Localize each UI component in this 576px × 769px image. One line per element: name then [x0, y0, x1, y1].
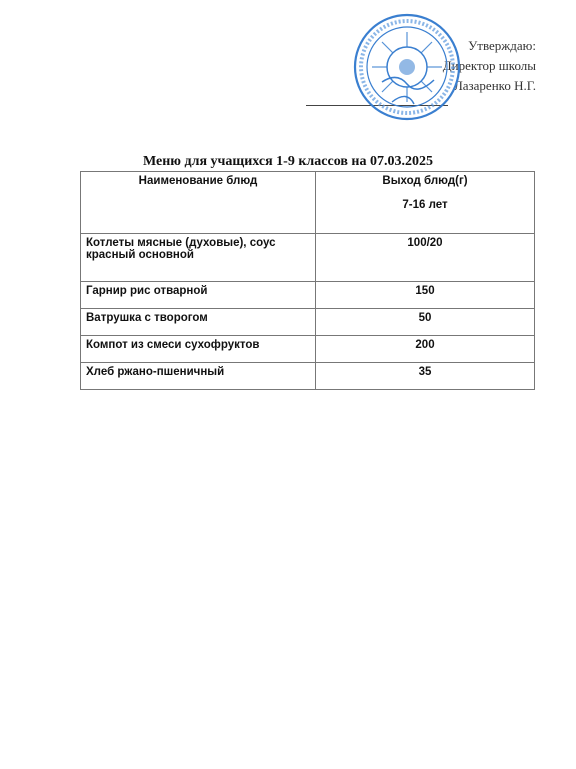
table-row	[81, 234, 535, 282]
dish-output: 100/20	[316, 234, 535, 282]
dish-name: Котлеты мясные (духовые), соус красный основной	[81, 234, 316, 282]
dish-output: 150	[316, 282, 535, 309]
table-header-row	[81, 172, 535, 234]
dish-name: Компот из смеси сухофруктов	[81, 336, 316, 363]
director-position: Директор школы	[442, 58, 536, 73]
official-seal-icon	[352, 12, 462, 122]
dish-output: 35	[316, 363, 535, 390]
table-row	[81, 309, 535, 336]
page-title: Меню для учащихся 1-9 классов на 07.03.2025	[143, 154, 433, 169]
header-age-range: 7-16 лет	[402, 199, 448, 211]
dish-name: Гарнир рис отварной	[81, 282, 316, 309]
table-row	[81, 363, 535, 390]
header-output	[316, 172, 535, 234]
approve-label: Утверждаю:	[468, 38, 536, 53]
table-row	[81, 282, 535, 309]
director-name: Лазаренко Н.Г.	[453, 78, 536, 93]
header-output-label: Выход блюд(г)	[382, 175, 468, 187]
dish-name: Ватрушка с творогом	[81, 309, 316, 336]
dish-output: 50	[316, 309, 535, 336]
dish-name: Хлеб ржано-пшеничный	[81, 363, 316, 390]
dish-output: 200	[316, 336, 535, 363]
header-dish-name: Наименование блюд	[81, 172, 316, 234]
table-row	[81, 336, 535, 363]
menu-table	[80, 171, 535, 390]
